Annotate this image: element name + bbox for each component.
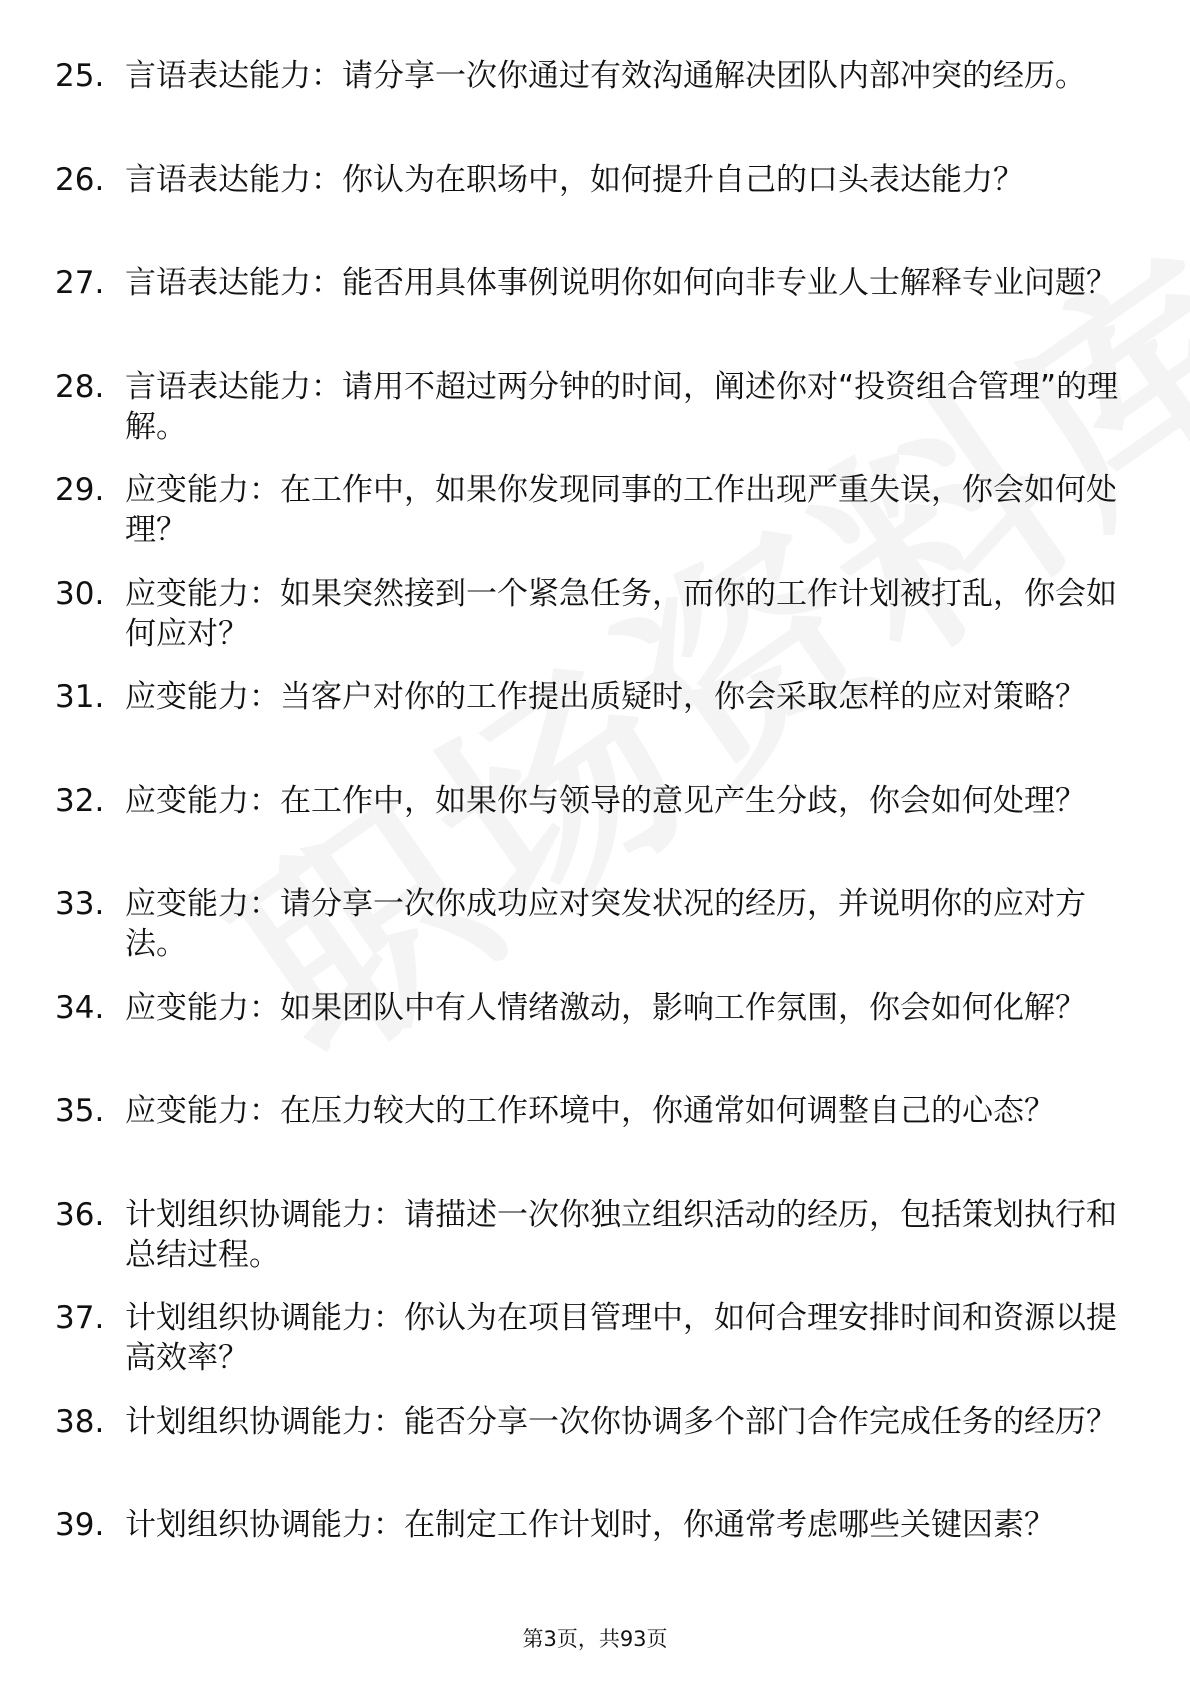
question-item [0, 160, 1190, 242]
question-item [0, 1505, 1190, 1587]
question-number: 25. [55, 58, 105, 94]
question-number: 30. [55, 575, 105, 612]
question-text: 应变能力：当客户对你的工作提出质疑时，你会采取怎样的应对策略？ [125, 679, 1086, 715]
question-item [0, 1195, 1190, 1277]
question-item [0, 1091, 1190, 1173]
question-number: 38. [55, 1403, 105, 1440]
question-list [0, 56, 1190, 1609]
question-number: 29. [55, 472, 105, 508]
question-item [0, 884, 1190, 966]
question-number: 36. [55, 1196, 105, 1233]
question-number: 28. [55, 368, 105, 405]
question-number: 35. [55, 1093, 105, 1129]
question-item [0, 367, 1190, 449]
question-item [0, 1402, 1190, 1484]
question-text: 计划组织协调能力：请描述一次你独立组织活动的经历，包括策划执行和总结过程。 [125, 1196, 1117, 1273]
question-text: 言语表达能力：能否用具体事例说明你如何向非专业人士解释专业问题？ [125, 265, 1117, 301]
question-text: 应变能力：如果突然接到一个紧急任务，而你的工作计划被打乱，你会如何应对？ [125, 575, 1117, 652]
question-text: 言语表达能力：请用不超过两分钟的时间，阐述你对“投资组合管理”的理解。 [125, 368, 1119, 445]
question-text: 应变能力：在工作中，如果你与领导的意见产生分歧，你会如何处理？ [125, 782, 1086, 819]
page-footer: 第3页，共93页 [522, 1627, 668, 1651]
question-text: 应变能力：在压力较大的工作环境中，你通常如何调整自己的心态？ [125, 1093, 1055, 1129]
question-text: 应变能力：请分享一次你成功应对突发状况的经历，并说明你的应对方法。 [125, 886, 1086, 962]
question-item [0, 470, 1190, 552]
question-text: 言语表达能力：请分享一次你通过有效沟通解决团队内部冲突的经历。 [125, 58, 1086, 94]
question-text: 应变能力：如果团队中有人情绪激动，影响工作氛围，你会如何化解？ [125, 989, 1086, 1026]
question-number: 26. [55, 161, 105, 198]
question-item [0, 781, 1190, 863]
question-number: 37. [55, 1300, 105, 1336]
question-text: 计划组织协调能力：在制定工作计划时，你通常考虑哪些关键因素？ [125, 1507, 1055, 1543]
question-text: 计划组织协调能力：能否分享一次你协调多个部门合作完成任务的经历？ [125, 1403, 1117, 1440]
question-number: 27. [55, 265, 105, 301]
question-text: 言语表达能力：你认为在职场中，如何提升自己的口头表达能力？ [125, 161, 1024, 198]
question-number: 34. [55, 989, 105, 1026]
question-item [0, 263, 1190, 345]
question-item [0, 56, 1190, 138]
question-number: 31. [55, 679, 105, 715]
question-item [0, 677, 1190, 759]
question-number: 39. [55, 1507, 105, 1543]
question-text: 计划组织协调能力：你认为在项目管理中，如何合理安排时间和资源以提高效率？ [125, 1300, 1117, 1376]
question-item [0, 1298, 1190, 1380]
question-number: 33. [55, 886, 105, 922]
question-item [0, 988, 1190, 1070]
question-text: 应变能力：在工作中，如果你发现同事的工作出现严重失误，你会如何处理？ [125, 472, 1117, 548]
question-number: 32. [55, 782, 105, 819]
question-item [0, 574, 1190, 656]
